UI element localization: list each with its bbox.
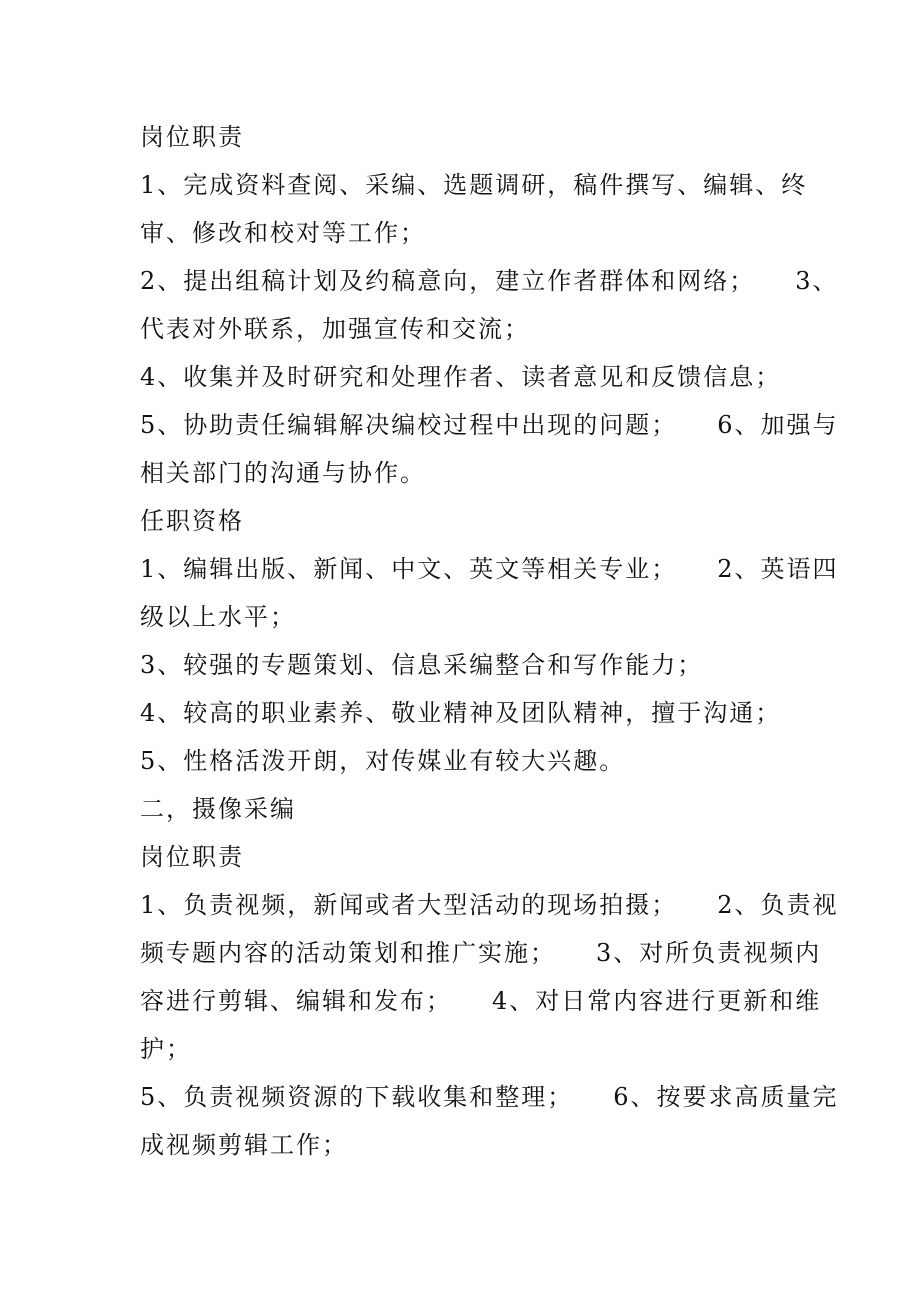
text-line: 1、完成资料查阅、采编、选题调研，稿件撰写、编辑、终 xyxy=(140,171,808,199)
text-line: 4、收集并及时研究和处理作者、读者意见和反馈信息； xyxy=(140,363,782,391)
section-heading-job-duties: 岗位职责 xyxy=(140,843,244,871)
section-heading-camera-editor: 二，摄像采编 xyxy=(140,795,296,823)
text-line: 3、较强的专题策划、信息采编整合和写作能力； xyxy=(140,651,704,679)
text-line: 级以上水平； xyxy=(140,603,296,631)
text-line: 1、编辑出版、新闻、中文、英文等相关专业； 2、英语四 xyxy=(140,555,839,583)
text-line: 代表对外联系，加强宣传和交流； xyxy=(140,315,530,343)
text-line: 4、较高的职业素养、敬业精神及团队精神，擅于沟通； xyxy=(140,699,782,727)
document-body xyxy=(140,113,839,1169)
text-line: 5、负责视频资源的下载收集和整理； 6、按要求高质量完 xyxy=(140,1083,839,1111)
text-line: 护； xyxy=(140,1035,192,1063)
text-line: 容进行剪辑、编辑和发布； 4、对日常内容进行更新和维 xyxy=(140,987,822,1015)
text-line: 频专题内容的活动策划和推广实施； 3、对所负责视频内 xyxy=(140,939,822,967)
text-line: 成视频剪辑工作； xyxy=(140,1131,348,1159)
text-line: 5、协助责任编辑解决编校过程中出现的问题； 6、加强与 xyxy=(140,411,839,439)
section-heading-qualifications: 任职资格 xyxy=(140,507,244,535)
section-heading-job-duties: 岗位职责 xyxy=(140,123,244,151)
text-line: 1、负责视频，新闻或者大型活动的现场拍摄； 2、负责视 xyxy=(140,891,839,919)
text-line: 2、提出组稿计划及约稿意向，建立作者群体和网络； 3、 xyxy=(140,267,839,295)
text-line: 相关部门的沟通与协作。 xyxy=(140,459,426,487)
text-line: 5、性格活泼开朗，对传媒业有较大兴趣。 xyxy=(140,747,626,775)
text-line: 审、修改和校对等工作； xyxy=(140,219,426,247)
